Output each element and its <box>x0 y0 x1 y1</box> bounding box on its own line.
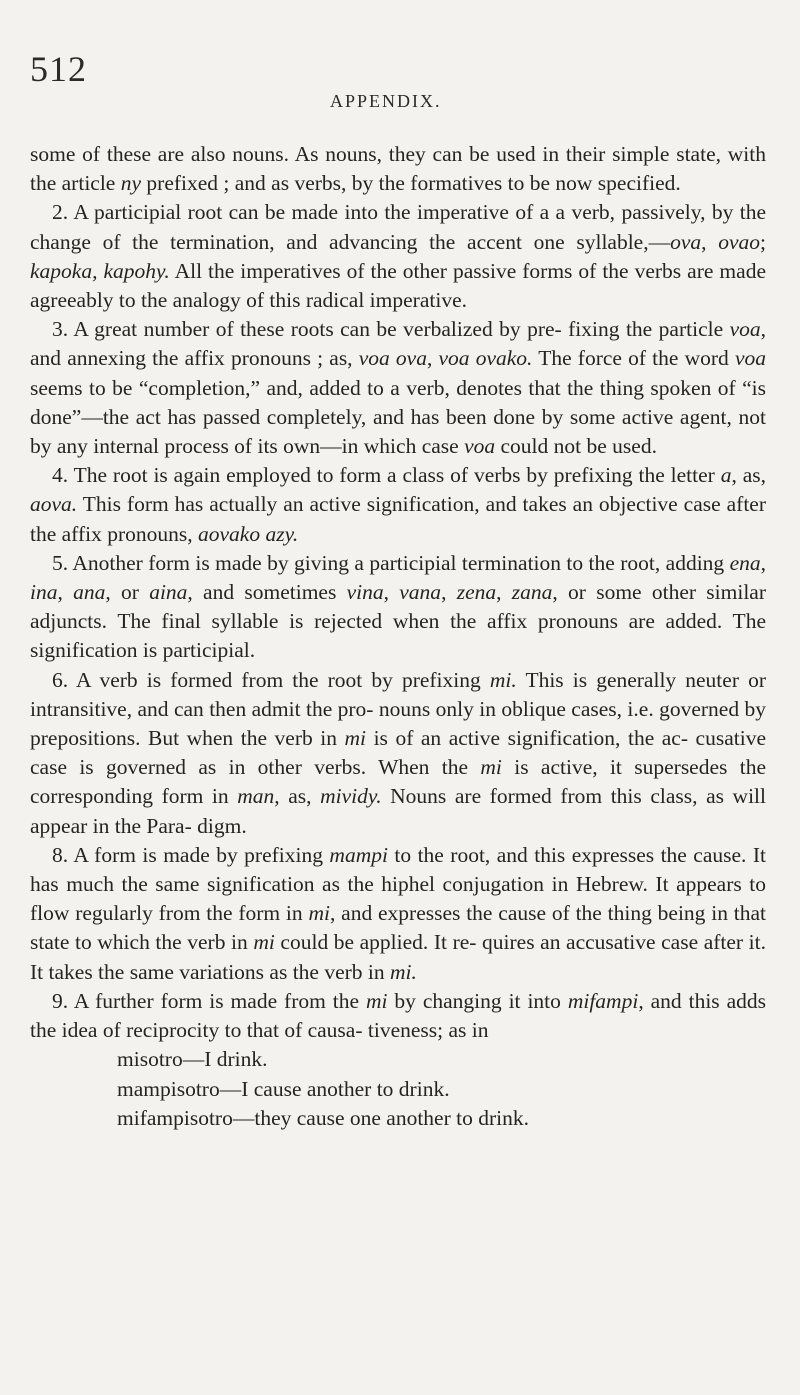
text-run: Nouns are formed from this class, as will appear in the Para- digm. <box>30 784 767 838</box>
paragraph-6 <box>30 666 766 841</box>
italic-term: ova <box>670 229 702 254</box>
text-run: , <box>701 229 719 254</box>
italic-term: mi. <box>489 667 517 692</box>
text-run: by changing it into <box>387 988 568 1013</box>
text-run: prefixed ; and as verbs, by the formatives to be now specified. <box>141 171 681 196</box>
italic-term: mi <box>253 930 275 955</box>
italic-term: mi <box>365 988 388 1013</box>
text-run: , as, <box>274 784 321 809</box>
example-line: mifampisotro—they cause one another to drink. <box>117 1105 529 1130</box>
text-run: , <box>441 580 457 605</box>
text-run: The force of the word <box>532 346 735 371</box>
text-run: , or <box>105 580 150 605</box>
italic-term: mifampi <box>567 988 639 1013</box>
text-run: , and expresses the cause of the thing being in that state to which the verb in <box>30 901 767 955</box>
text-run: 5. Another form is made by giving a participial termination to the root, adding <box>52 550 730 575</box>
paragraph-8 <box>30 841 766 987</box>
italic-term: mampi <box>329 842 388 867</box>
text-run: , <box>760 550 766 575</box>
italic-term: aina <box>149 580 188 605</box>
text-run: All the imperatives of the other passive forms of the verbs are made agreeably to the analogy of this radical imperative. <box>30 258 766 313</box>
text-run: is active, it supersedes the corresponding form in <box>30 755 766 809</box>
example-line: mampisotro—I cause another to drink. <box>117 1076 450 1101</box>
italic-term: ena <box>729 550 761 575</box>
text-run: , <box>57 580 74 605</box>
text-run: 9. A further form is made from the <box>52 988 366 1013</box>
example-list <box>117 1045 766 1133</box>
text-run: , and this adds the idea of reciprocity to that of causa- tiveness; as in <box>30 988 766 1043</box>
italic-term: zana <box>511 580 553 605</box>
paragraph-3 <box>30 315 766 461</box>
paragraph-1 <box>30 140 766 198</box>
text-run: to the root, and this expresses the cause. It has much the same signification as the hiphel conjugation in Hebrew. It appears to flow regularly from the form in <box>30 842 766 926</box>
italic-term: mividy. <box>320 784 382 809</box>
italic-term: voa <box>729 317 761 342</box>
italic-term: voa ova <box>358 346 427 371</box>
italic-term: voa <box>464 434 496 459</box>
text-run: could not be used. <box>495 434 657 459</box>
paragraph-5 <box>30 549 766 666</box>
text-run: is of an active signification, the ac- cusative case is governed as in other verbs. When the <box>30 726 766 780</box>
text-run: , and sometimes <box>187 580 347 605</box>
text-run: , as, <box>731 463 766 488</box>
paragraph-2 <box>30 198 766 315</box>
text-run: 6. A verb is formed from the root by prefixing <box>52 667 490 692</box>
text-run: seems to be “completion,” and, added to a verb, denotes that the thing spoken of “is done”—the act has passed completely, and has been done by some active agent, not by any internal process of its own—in which case <box>30 375 766 459</box>
italic-term: aovako azy. <box>198 521 299 546</box>
paragraph-4 <box>30 461 766 549</box>
text-run: , <box>383 580 400 605</box>
text-run: 8. A form is made by prefixing <box>52 842 330 867</box>
running-head: APPENDIX. <box>330 91 442 111</box>
text-run: 4. The root is again employed to form a class of verbs by prefixing the letter <box>52 463 721 488</box>
text-run: This form has actually an active signification, and takes an objective case after the affix pronouns, <box>30 492 766 546</box>
italic-term: mi <box>480 755 502 780</box>
paragraph-9 <box>30 987 766 1045</box>
text-run: This is generally neuter or intransitive, and can then admit the pro- nouns only in oblique cases, i.e. governed by prepositions. But when the verb in <box>30 667 766 751</box>
text-run: could be applied. It re- quires an accusative case after it. It takes the same variations as the verb in <box>30 930 766 984</box>
italic-term: ana <box>73 580 106 605</box>
italic-term: mi <box>308 901 330 926</box>
italic-term: zena <box>456 580 497 605</box>
italic-term: ny <box>120 171 142 196</box>
body-text <box>30 140 766 1133</box>
italic-term: voa <box>734 346 766 371</box>
italic-term: mi. <box>390 959 417 984</box>
text-run: ; <box>760 229 767 254</box>
example-line: misotro—I drink. <box>117 1047 268 1072</box>
italic-term: mi <box>344 726 367 751</box>
italic-term: voa ovako. <box>438 346 533 371</box>
italic-term: aova. <box>30 492 78 517</box>
text-run: some of these are also nouns. As nouns, they can be used in their simple state, with the article <box>30 142 766 196</box>
page-number: 512 <box>30 49 87 89</box>
text-run: , <box>496 580 512 605</box>
italic-term: a <box>720 463 732 488</box>
text-run: , and annexing the affix pronouns ; as, <box>30 317 766 371</box>
italic-term: vina <box>346 580 384 605</box>
text-run: , or some other similar adjuncts. The final syllable is rejected when the affix pronouns are added. The signification is participial. <box>30 580 766 663</box>
italic-term: ina <box>30 580 58 605</box>
italic-term: kapoka, kapohy. <box>30 258 170 283</box>
italic-term: man <box>237 784 275 809</box>
text-run: 2. A participial root can be made into the imperative of a a verb, passively, by the change of the termination, and advancing the accent one syllable,— <box>30 200 766 254</box>
italic-term: ovao <box>718 229 761 254</box>
text-run: , <box>426 346 439 371</box>
text-run: 3. A great number of these roots can be verbalized by pre- fixing the particle <box>52 317 730 342</box>
italic-term: vana <box>399 580 442 605</box>
